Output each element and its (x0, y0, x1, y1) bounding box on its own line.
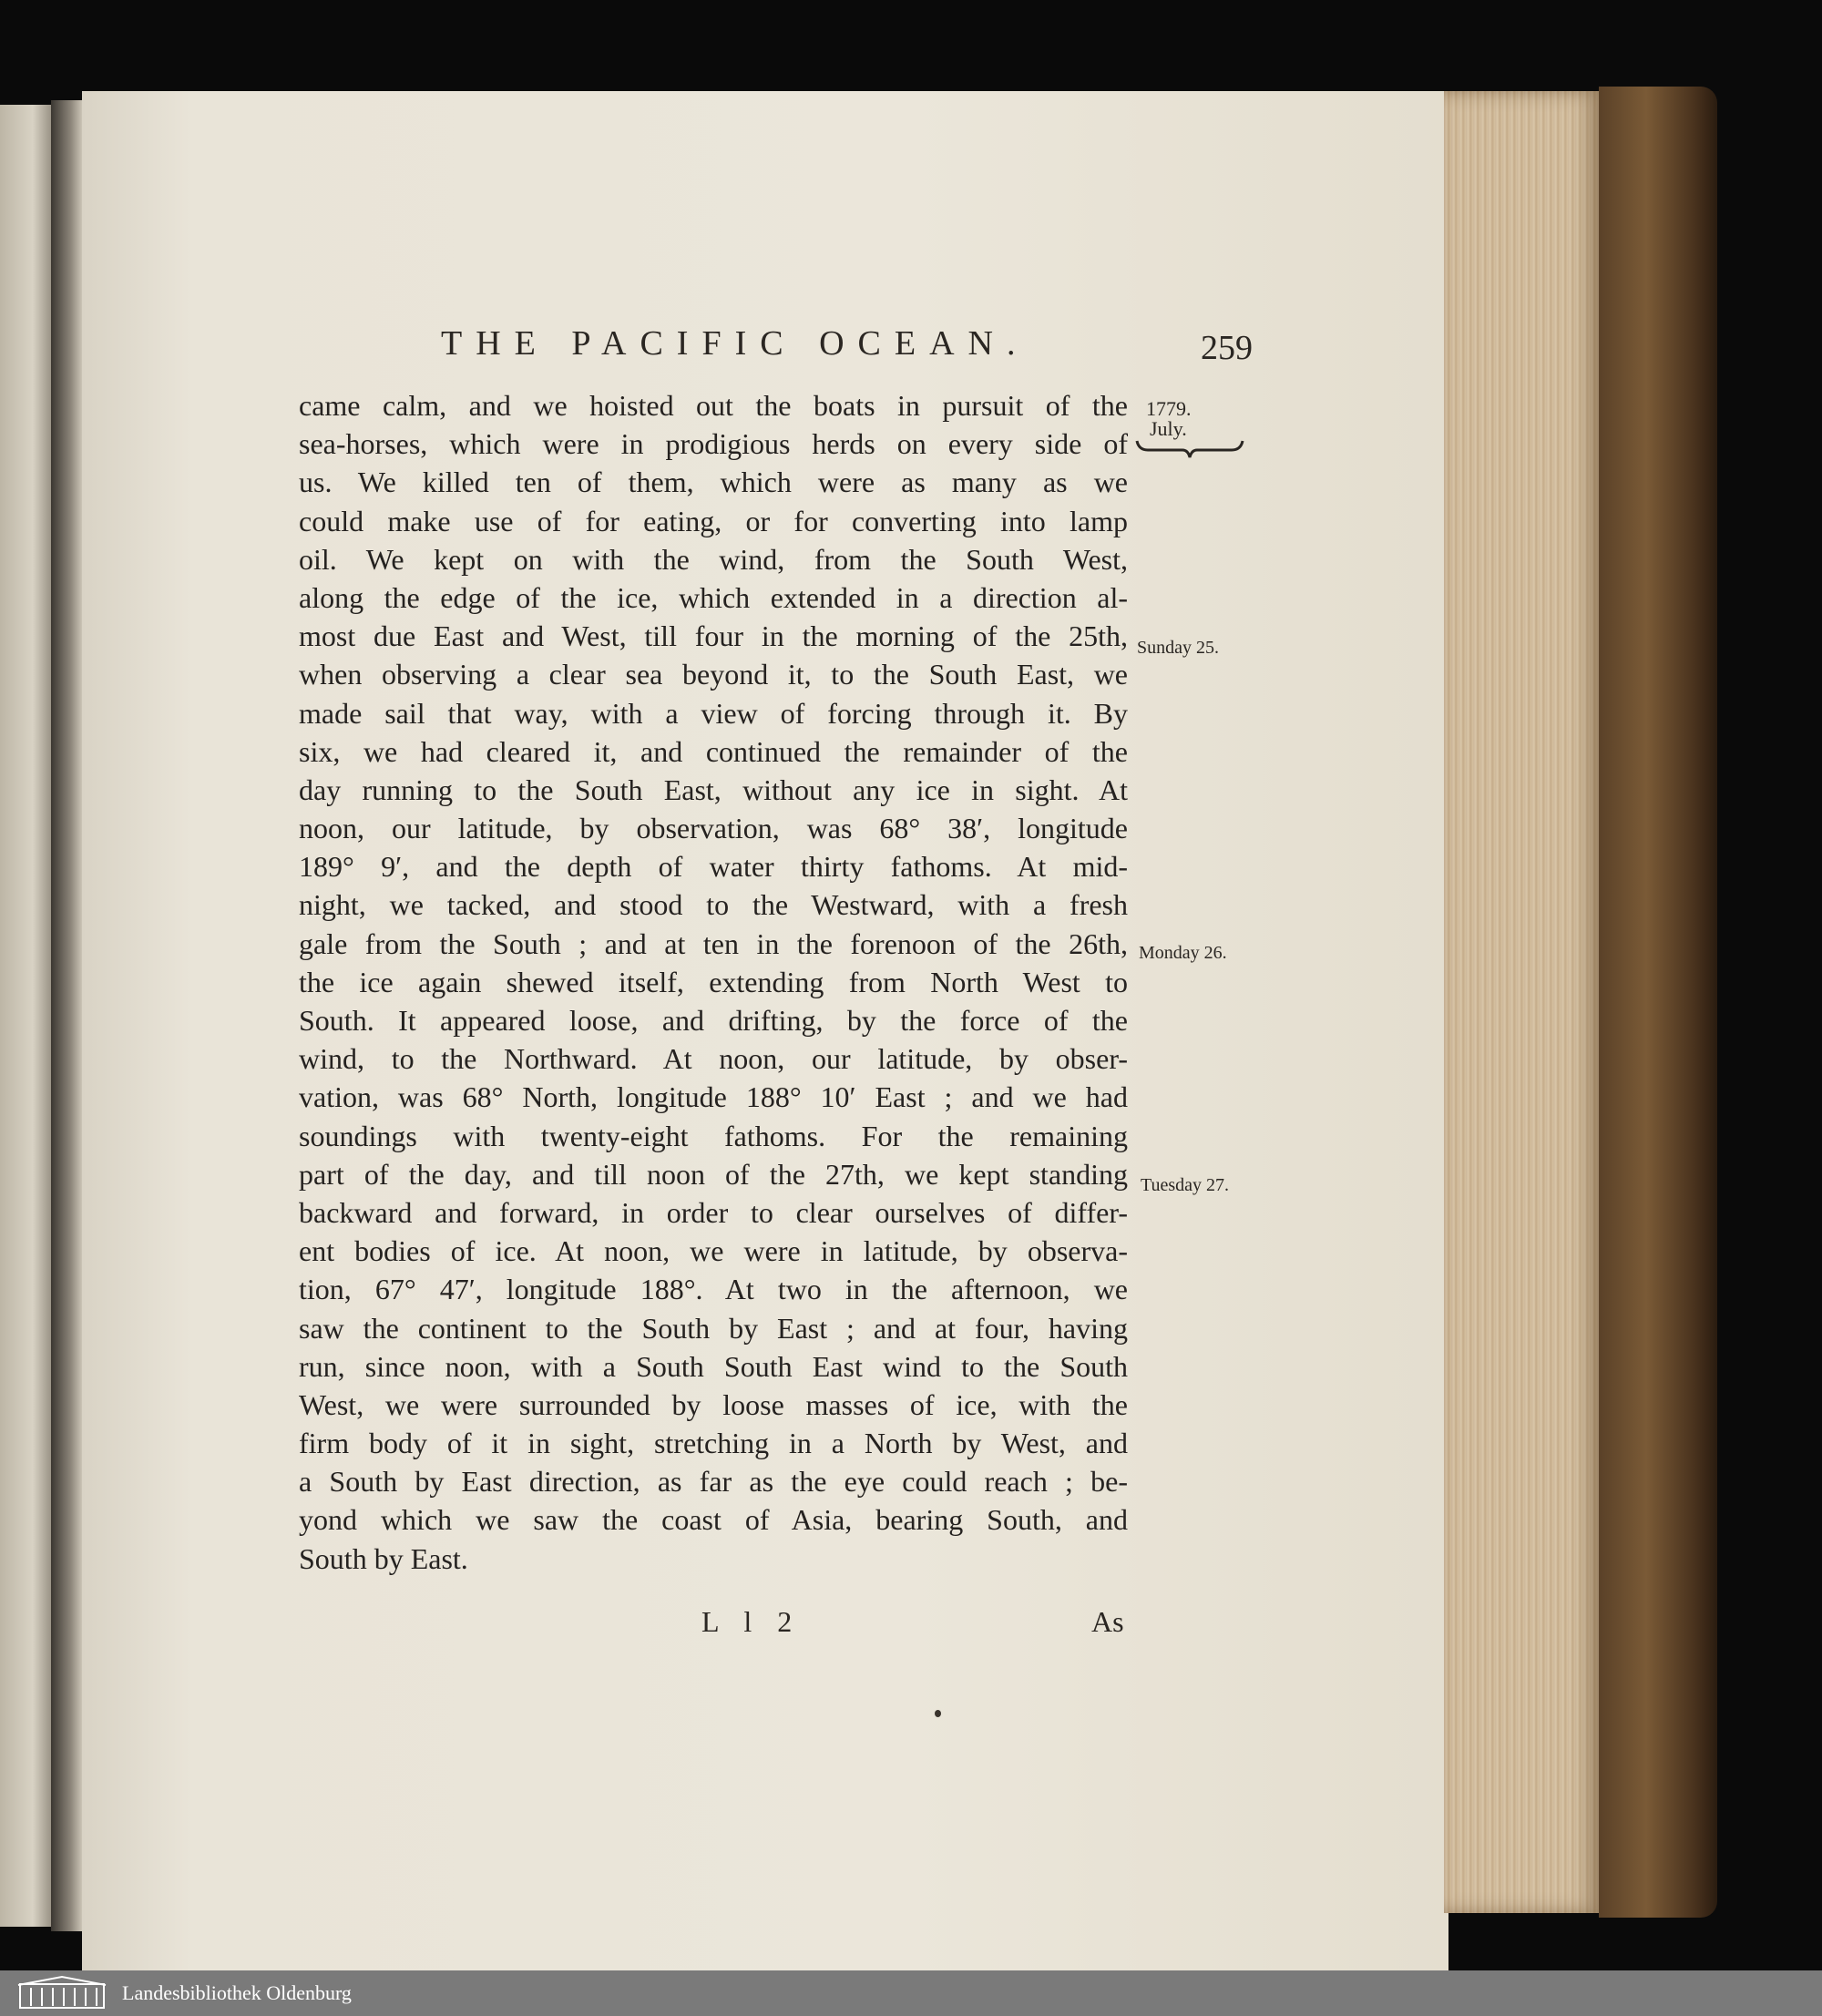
page-number: 259 (1201, 329, 1253, 367)
text-line: oil. We kept on with the wind, from the South West, (299, 542, 1128, 576)
library-name: Landesbibliothek Oldenburg (122, 1981, 352, 2004)
text-line: wind, to the Northward. At noon, our latitude, by obser- (299, 1042, 1128, 1076)
text-line: firm body of it in sight, stretching in a North by West, and (299, 1427, 1128, 1460)
text-line: vation, was 68° North, longitude 188° 10′ East ; and we had (299, 1080, 1128, 1114)
library-building-icon (16, 1975, 107, 2010)
running-head: THE PACIFIC OCEAN. (441, 324, 1029, 363)
text-line: saw the continent to the South by East ; and at four, having (299, 1311, 1128, 1345)
text-line: yond which we saw the coast of Asia, bearing South, and (299, 1503, 1128, 1537)
book-gutter (51, 100, 84, 1931)
body-text (299, 386, 1128, 1578)
leather-cover (1599, 87, 1717, 1918)
text-line: tion, 67° 47′, longitude 188°. At two in the afternoon, we (299, 1273, 1128, 1306)
facing-page-edge (0, 105, 55, 1927)
text-line: day running to the South East, without any ice in sight. At (299, 773, 1128, 806)
margin-note-year: 1779. (1146, 397, 1192, 420)
text-line: noon, our latitude, by observation, was 68° 38′, longitude (299, 812, 1128, 845)
text-line: South. It appeared loose, and drifting, by the force of the (299, 1004, 1128, 1037)
brace-icon (1135, 437, 1244, 461)
signature-mark: L l 2 (701, 1605, 802, 1638)
text-line: night, we tacked, and stood to the Westward, with a fresh (299, 888, 1128, 922)
text-line: 189° 9′, and the depth of water thirty fathoms. At mid- (299, 850, 1128, 884)
catchword: As (1091, 1605, 1124, 1638)
text-line: made sail that way, with a view of forcing through it. By (299, 696, 1128, 730)
text-line: most due East and West, till four in the morning of the 25th, (299, 619, 1128, 653)
ink-spot (935, 1710, 941, 1717)
text-line: us. We killed ten of them, which were as many as we (299, 466, 1128, 499)
text-line: run, since noon, with a South South East wind to the South (299, 1349, 1128, 1383)
margin-note-monday: Monday 26. (1139, 943, 1227, 963)
text-line: a South by East direction, as far as the eye could reach ; be- (299, 1465, 1128, 1499)
text-line: part of the day, and till noon of the 27th, we kept standing (299, 1157, 1128, 1191)
margin-note-sunday: Sunday 25. (1137, 638, 1219, 658)
margin-note-tuesday: Tuesday 27. (1141, 1175, 1230, 1195)
text-line: came calm, and we hoisted out the boats in pursuit of the (299, 389, 1128, 422)
page-block-edge (1444, 91, 1599, 1913)
text-line: sea-horses, which were in prodigious herds on every side of (299, 427, 1128, 461)
text-line: backward and forward, in order to clear ourselves of differ- (299, 1195, 1128, 1229)
text-line: South by East. (299, 1541, 468, 1575)
text-line: gale from the South ; and at ten in the forenoon of the 26th, (299, 926, 1128, 960)
text-line: ent bodies of ice. At noon, we were in latitude, by observa- (299, 1234, 1128, 1268)
text-line: soundings with twenty-eight fathoms. For the remaining (299, 1119, 1128, 1152)
text-line: when observing a clear sea beyond it, to the South East, we (299, 658, 1128, 691)
text-line: West, we were surrounded by loose masses of ice, with the (299, 1387, 1128, 1421)
margin-note-month: July. (1150, 417, 1187, 440)
text-line: could make use of for eating, or for converting into lamp (299, 504, 1128, 537)
text-line: along the edge of the ice, which extended in a direction al- (299, 580, 1128, 614)
text-line: the ice again shewed itself, extending from North West to (299, 965, 1128, 998)
text-line: six, we had cleared it, and continued the remainder of the (299, 734, 1128, 768)
